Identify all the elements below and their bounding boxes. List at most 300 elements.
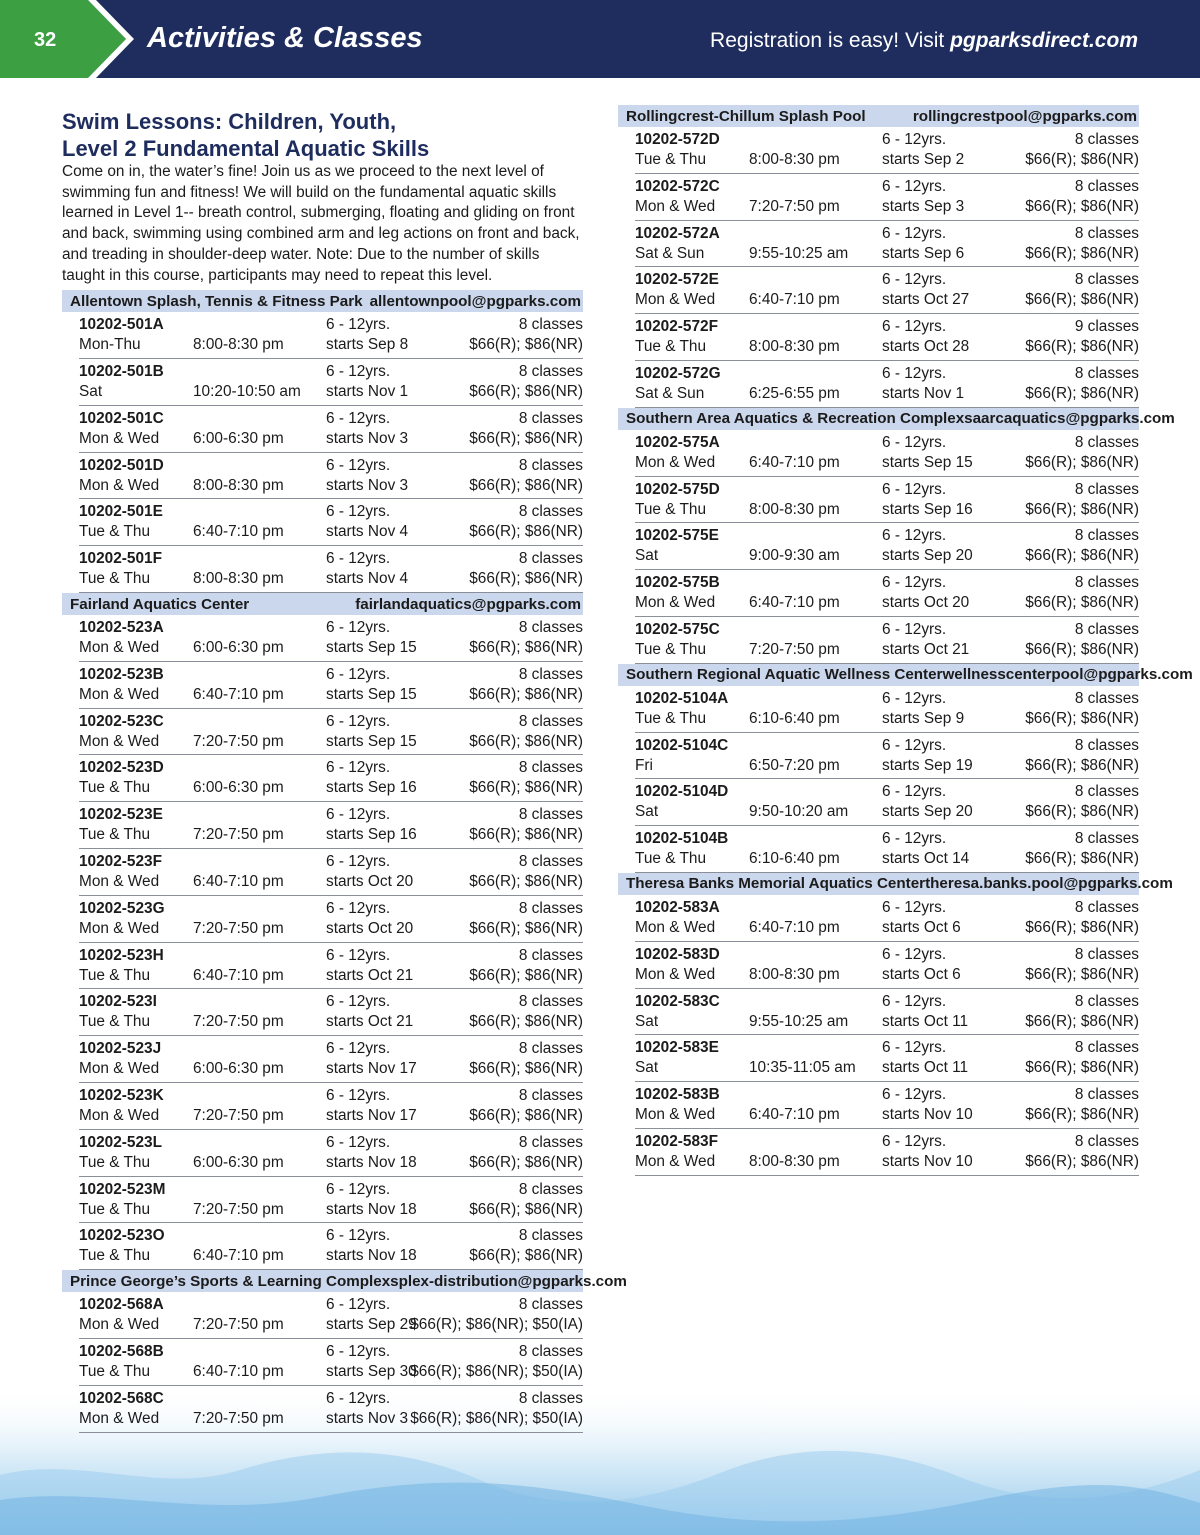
location-name: Fairland Aquatics Center [70,595,250,613]
class-time: 6:40-7:10 pm [193,872,284,890]
class-fee: $66(R); $86(NR) [1025,1059,1139,1077]
class-code: 10202-583D [635,945,720,963]
location-block [618,105,1139,408]
class-code: 10202-501C [79,409,164,427]
class-row [79,615,583,662]
class-time: 9:50-10:20 am [749,803,849,821]
class-start: starts Nov 1 [326,383,409,401]
class-age: 6 - 12yrs. [882,527,947,545]
class-fee: $66(R); $86(NR) [469,685,583,703]
class-row [79,359,583,406]
class-code: 10202-501B [79,363,164,381]
class-time: 8:00-8:30 pm [193,336,284,354]
class-age: 6 - 12yrs. [882,945,947,963]
class-time: 7:20-7:50 pm [193,826,284,844]
class-start: starts Sep 16 [882,500,973,518]
class-fee: $66(R); $86(NR) [1025,547,1139,565]
class-code: 10202-523G [79,899,165,917]
class-code: 10202-523J [79,1040,162,1058]
class-time: 9:55-10:25 am [749,1012,849,1030]
class-time: 8:00-8:30 pm [749,338,840,356]
location-header [62,1270,627,1292]
class-age: 6 - 12yrs. [882,1132,947,1150]
class-count: 8 classes [518,550,583,568]
class-start: starts Nov 18 [326,1200,417,1218]
class-start: starts Nov 18 [326,1153,417,1171]
class-fee: $66(R); $86(NR) [469,919,583,937]
class-fee: $66(R); $86(NR) [469,1060,583,1078]
class-age: 6 - 12yrs. [326,1180,391,1198]
class-count: 8 classes [1074,271,1139,289]
class-count: 8 classes [1074,898,1139,916]
class-count: 8 classes [1074,620,1139,638]
class-count: 8 classes [1074,527,1139,545]
class-start: starts Nov 1 [882,384,965,402]
class-age: 6 - 12yrs. [326,619,391,636]
class-count: 8 classes [1074,783,1139,801]
class-start: starts Sep 3 [882,197,965,215]
class-time: 6:00-6:30 pm [193,639,284,656]
class-age: 6 - 12yrs. [326,409,391,427]
class-age: 6 - 12yrs. [326,316,391,334]
class-count: 8 classes [1074,433,1139,451]
class-count: 8 classes [1074,736,1139,754]
class-row [79,546,583,593]
class-start: starts Sep 20 [882,547,973,565]
class-time: 6:40-7:10 pm [193,523,284,541]
class-code: 10202-523L [79,1133,163,1151]
class-days: Tue & Thu [79,1013,151,1031]
class-start: starts Oct 14 [882,850,970,868]
class-row [79,1223,583,1270]
class-time: 7:20-7:50 pm [749,640,840,658]
class-time: 6:40-7:10 pm [749,453,840,471]
class-row [635,1082,1139,1129]
class-start: starts Sep 2 [882,151,965,168]
class-count: 8 classes [518,946,583,964]
class-start: starts Sep 15 [326,639,417,656]
class-row [79,499,583,546]
class-age: 6 - 12yrs. [326,1389,391,1407]
class-time: 6:00-6:30 pm [193,1153,284,1171]
location-block [618,873,1173,1176]
class-code: 10202-501D [79,456,164,474]
class-age: 6 - 12yrs. [326,946,391,964]
class-code: 10202-5104C [635,736,729,754]
class-row [79,943,583,990]
class-row [79,802,583,849]
class-start: starts Oct 6 [882,918,961,936]
class-code: 10202-501A [79,316,164,334]
class-row [635,570,1139,617]
class-days: Tue & Thu [79,1200,151,1218]
class-fee: $66(R); $86(NR) [1025,965,1139,983]
class-age: 6 - 12yrs. [326,1133,391,1151]
class-start: starts Nov 4 [326,570,409,588]
class-time: 9:55-10:25 am [749,244,849,262]
location-header [618,408,1175,430]
class-start: starts Nov 10 [882,1152,973,1170]
class-days: Mon & Wed [79,639,160,656]
location-email[interactable]: wellnesscenterpool@pgparks.com [942,666,1193,684]
class-age: 6 - 12yrs. [326,759,391,777]
class-time: 8:00-8:30 pm [193,570,284,588]
class-age: 6 - 12yrs. [882,271,947,289]
location-email[interactable]: allentownpool@pgparks.com [369,292,581,310]
class-fee: $66(R); $86(NR) [1025,918,1139,936]
page-header [0,0,1200,78]
location-name: Theresa Banks Memorial Aquatics Center [626,875,926,893]
class-time: 6:00-6:30 pm [193,779,284,797]
class-time: 7:20-7:50 pm [193,732,284,750]
class-days: Tue & Thu [79,779,151,797]
location-email[interactable]: fairlandaquatics@pgparks.com [355,595,581,613]
class-days: Mon & Wed [79,732,160,750]
class-count: 8 classes [518,503,583,521]
class-time: 6:40-7:10 pm [193,966,284,984]
class-count: 8 classes [1074,574,1139,592]
class-row [79,1083,583,1130]
location-email[interactable]: theresa.banks.pool@pgparks.com [925,875,1173,893]
class-start: starts Sep 9 [882,709,965,727]
location-block [618,664,1193,873]
class-age: 6 - 12yrs. [326,665,391,683]
class-time: 6:40-7:10 pm [749,291,840,309]
registration-link[interactable]: pgparksdirect.com [950,29,1138,52]
class-count: 8 classes [518,409,583,427]
class-count: 8 classes [518,1180,583,1198]
class-code: 10202-523C [79,712,164,730]
class-row [635,361,1139,408]
course-title-line2: Level 2 Fundamental Aquatic Skills [62,136,430,161]
class-age: 6 - 12yrs. [326,712,391,730]
class-fee: $66(R); $86(NR) [1025,709,1139,727]
class-fee: $66(R); $86(NR) [1025,197,1139,215]
location-block [618,408,1175,664]
course-title-line1: Swim Lessons: Children, Youth, [62,109,397,134]
class-start: starts Nov 17 [326,1060,417,1078]
class-days: Sat [635,547,659,565]
class-count: 8 classes [1074,1086,1139,1104]
class-days: Tue & Thu [635,640,707,658]
class-days: Tue & Thu [79,1362,151,1380]
location-email[interactable]: saarcaquatics@pgparks.com [964,410,1175,428]
class-days: Mon & Wed [79,476,160,494]
class-days: Sat & Sun [635,384,705,402]
class-count: 8 classes [518,1296,583,1314]
class-start: starts Sep 19 [882,756,973,774]
class-code: 10202-523K [79,1086,164,1104]
class-row [635,267,1139,314]
class-fee: $66(R); $86(NR) [469,966,583,984]
class-fee: $66(R); $86(NR) [469,570,583,588]
class-start: starts Oct 27 [882,291,970,309]
class-days: Tue & Thu [79,826,151,844]
class-days: Mon & Wed [79,872,160,890]
class-fee: $66(R); $86(NR) [469,639,583,656]
class-age: 6 - 12yrs. [326,852,391,870]
class-start: starts Sep 30 [326,1362,417,1380]
class-count: 8 classes [518,759,583,777]
class-time: 10:35-11:05 am [749,1059,856,1077]
location-block [62,1270,627,1432]
location-header [618,873,1173,895]
class-count: 8 classes [1074,364,1139,382]
class-age: 6 - 12yrs. [326,1040,391,1058]
class-age: 6 - 12yrs. [882,898,947,916]
class-fee: $66(R); $86(NR) [1025,244,1139,262]
class-time: 7:20-7:50 pm [749,197,840,215]
class-time: 6:40-7:10 pm [193,1247,284,1265]
class-days: Sat [79,383,103,401]
class-age: 6 - 12yrs. [326,1086,391,1104]
class-count: 8 classes [518,1040,583,1058]
class-days: Tue & Thu [79,966,151,984]
class-age: 6 - 12yrs. [326,503,391,521]
location-name: Southern Regional Aquatic Wellness Center [626,666,943,684]
class-code: 10202-583E [635,1039,719,1057]
class-code: 10202-583B [635,1086,720,1104]
class-start: starts Oct 6 [882,965,961,983]
class-days: Tue & Thu [635,500,707,518]
class-code: 10202-575E [635,527,719,545]
class-row [635,221,1139,268]
class-fee: $66(R); $86(NR) [469,1013,583,1031]
class-code: 10202-523D [79,759,164,777]
class-fee: $66(R); $86(NR) [469,1200,583,1218]
class-fee: $66(R); $86(NR) [1025,756,1139,774]
class-count: 8 classes [1074,480,1139,498]
class-fee: $66(R); $86(NR) [469,1247,583,1265]
class-count: 8 classes [518,316,583,334]
class-code: 10202-523A [79,619,164,636]
class-fee: $66(R); $86(NR); $50(IA) [410,1362,583,1380]
class-age: 6 - 12yrs. [882,830,947,848]
class-row [635,1129,1139,1176]
class-age: 6 - 12yrs. [882,1039,947,1057]
class-fee: $66(R); $86(NR) [1025,151,1139,168]
class-fee: $66(R); $86(NR) [469,1106,583,1124]
class-days: Mon & Wed [79,1106,160,1124]
class-days: Mon & Wed [635,453,716,471]
class-age: 6 - 12yrs. [882,736,947,754]
class-fee: $66(R); $86(NR) [1025,291,1139,309]
class-days: Mon & Wed [79,919,160,937]
class-row [79,1177,583,1224]
class-start: starts Oct 20 [882,594,970,612]
class-row [79,1339,583,1386]
right-column [618,105,1193,1176]
class-time: 6:10-6:40 pm [749,709,840,727]
class-start: starts Oct 20 [326,872,414,890]
class-row [79,1292,583,1339]
class-fee: $66(R); $86(NR); $50(IA) [410,1316,583,1334]
class-start: starts Oct 28 [882,338,970,356]
class-days: Mon & Wed [635,1152,716,1170]
course-description: Come on in, the water’s fine! Join us as we proceed to the next level of swimming fun and fitness! We will build on the fundamental aquatic skills learned in Level 1-- breath control, submerging, floating and gliding on front and back, swimming using combined arm and leg actions on front and back, and treading in shoulder-deep water. Note: Due to the number of skills taught in this course, participants may need to repeat this level. [62,163,580,284]
class-time: 6:40-7:10 pm [193,1362,284,1380]
location-email[interactable]: rollingcrestpool@pgparks.com [912,107,1137,125]
class-start: starts Sep 15 [882,453,973,471]
location-header [618,105,1139,127]
class-row [635,617,1139,664]
class-code: 10202-523I [79,993,157,1011]
class-age: 6 - 12yrs. [882,364,947,382]
class-row [635,314,1139,361]
class-age: 6 - 12yrs. [882,224,947,242]
class-row [79,849,583,896]
class-start: starts Nov 18 [326,1247,417,1265]
class-code: 10202-575B [635,574,720,592]
class-fee: $66(R); $86(NR) [1025,850,1139,868]
location-name: Allentown Splash, Tennis & Fitness Park [70,292,363,310]
class-start: starts Sep 6 [882,244,965,262]
class-start: starts Sep 20 [882,803,973,821]
class-age: 6 - 12yrs. [882,992,947,1010]
class-days: Mon & Wed [79,1409,160,1427]
class-start: starts Oct 21 [326,966,414,984]
class-days: Sat & Sun [635,244,705,262]
class-age: 6 - 12yrs. [326,806,391,824]
class-code: 10202-583C [635,992,720,1010]
class-age: 6 - 12yrs. [882,689,947,707]
class-row [635,826,1139,873]
class-code: 10202-572F [635,318,719,336]
class-age: 6 - 12yrs. [326,1342,391,1360]
class-time: 6:00-6:30 pm [193,1060,284,1078]
class-age: 6 - 12yrs. [326,1227,391,1245]
class-code: 10202-572A [635,224,720,242]
class-age: 6 - 12yrs. [326,899,391,917]
class-code: 10202-572G [635,364,721,382]
class-time: 6:40-7:10 pm [749,594,840,612]
class-start: starts Sep 15 [326,685,417,703]
class-row [79,312,583,359]
class-code: 10202-523M [79,1180,166,1198]
class-count: 8 classes [518,806,583,824]
class-count: 8 classes [1074,830,1139,848]
class-time: 8:00-8:30 pm [749,151,840,168]
class-fee: $66(R); $86(NR) [1025,453,1139,471]
class-time: 10:20-10:50 am [193,383,301,401]
registration-note [710,29,1138,53]
class-count: 8 classes [518,1389,583,1407]
class-code: 10202-5104A [635,689,729,707]
class-count: 8 classes [518,619,583,636]
class-fee: $66(R); $86(NR) [1025,594,1139,612]
location-block [62,290,583,593]
class-row [79,1036,583,1083]
class-days: Mon & Wed [79,685,160,703]
class-days: Mon & Wed [79,429,160,447]
class-row [635,430,1139,477]
class-time: 6:10-6:40 pm [749,850,840,868]
course-title [62,108,583,162]
class-code: 10202-568A [79,1296,164,1314]
class-fee: $66(R); $86(NR) [469,779,583,797]
class-code: 10202-5104D [635,783,729,801]
class-fee: $66(R); $86(NR) [1025,803,1139,821]
class-time: 8:00-8:30 pm [193,476,284,494]
class-fee: $66(R); $86(NR) [469,872,583,890]
registration-prefix: Registration is easy! Visit [710,29,951,52]
class-code: 10202-5104B [635,830,729,848]
class-start: starts Oct 21 [326,1013,414,1031]
class-start: starts Oct 20 [326,919,414,937]
class-row [79,755,583,802]
class-code: 10202-501F [79,550,163,568]
class-start: starts Nov 4 [326,523,409,541]
class-count: 8 classes [518,456,583,474]
class-days: Mon & Wed [635,197,716,215]
class-start: starts Sep 29 [326,1316,417,1334]
class-time: 6:50-7:20 pm [749,756,840,774]
class-age: 6 - 12yrs. [882,433,947,451]
class-code: 10202-523F [79,852,163,870]
class-time: 6:00-6:30 pm [193,429,284,447]
class-time: 8:00-8:30 pm [749,965,840,983]
class-age: 6 - 12yrs. [882,480,947,498]
class-days: Mon-Thu [79,336,141,354]
class-days: Mon & Wed [635,965,716,983]
class-time: 6:40-7:10 pm [749,1106,840,1124]
class-code: 10202-523O [79,1227,165,1245]
class-count: 8 classes [518,993,583,1011]
class-row [79,406,583,453]
class-row [635,477,1139,524]
class-count: 8 classes [518,712,583,730]
class-time: 9:00-9:30 am [749,547,840,565]
class-count: 8 classes [1074,689,1139,707]
class-start: starts Nov 17 [326,1106,417,1124]
page-number: 32 [34,29,57,51]
class-start: starts Sep 16 [326,826,417,844]
class-fee: $66(R); $86(NR) [469,826,583,844]
location-header [62,290,583,312]
location-header [62,593,583,615]
class-age: 6 - 12yrs. [882,783,947,801]
class-start: starts Sep 16 [326,779,417,797]
class-fee: $66(R); $86(NR) [469,429,583,447]
class-time: 7:20-7:50 pm [193,1106,284,1124]
class-row [79,453,583,500]
class-days: Sat [635,803,659,821]
class-fee: $66(R); $86(NR) [469,383,583,401]
class-fee: $66(R); $86(NR) [1025,338,1139,356]
class-age: 6 - 12yrs. [326,550,391,568]
class-row [79,989,583,1036]
class-age: 6 - 12yrs. [326,1296,391,1314]
class-start: starts Oct 11 [882,1059,969,1077]
class-code: 10202-523B [79,665,164,683]
class-age: 6 - 12yrs. [882,1086,947,1104]
class-start: starts Nov 3 [326,429,409,447]
class-count: 8 classes [518,1133,583,1151]
location-email[interactable]: splex-distribution@pgparks.com [390,1272,627,1290]
class-count: 8 classes [1074,1039,1139,1057]
class-code: 10202-575A [635,433,720,451]
right-location-list [618,105,1193,1176]
class-fee: $66(R); $86(NR) [1025,640,1139,658]
class-row [79,896,583,943]
left-column [62,108,627,1433]
location-name: Southern Area Aquatics & Recreation Complex [626,410,965,428]
class-fee: $66(R); $86(NR) [1025,500,1139,518]
class-age: 6 - 12yrs. [882,620,947,638]
class-time: 7:20-7:50 pm [193,1409,284,1427]
class-row [635,1035,1139,1082]
class-row [635,523,1139,570]
